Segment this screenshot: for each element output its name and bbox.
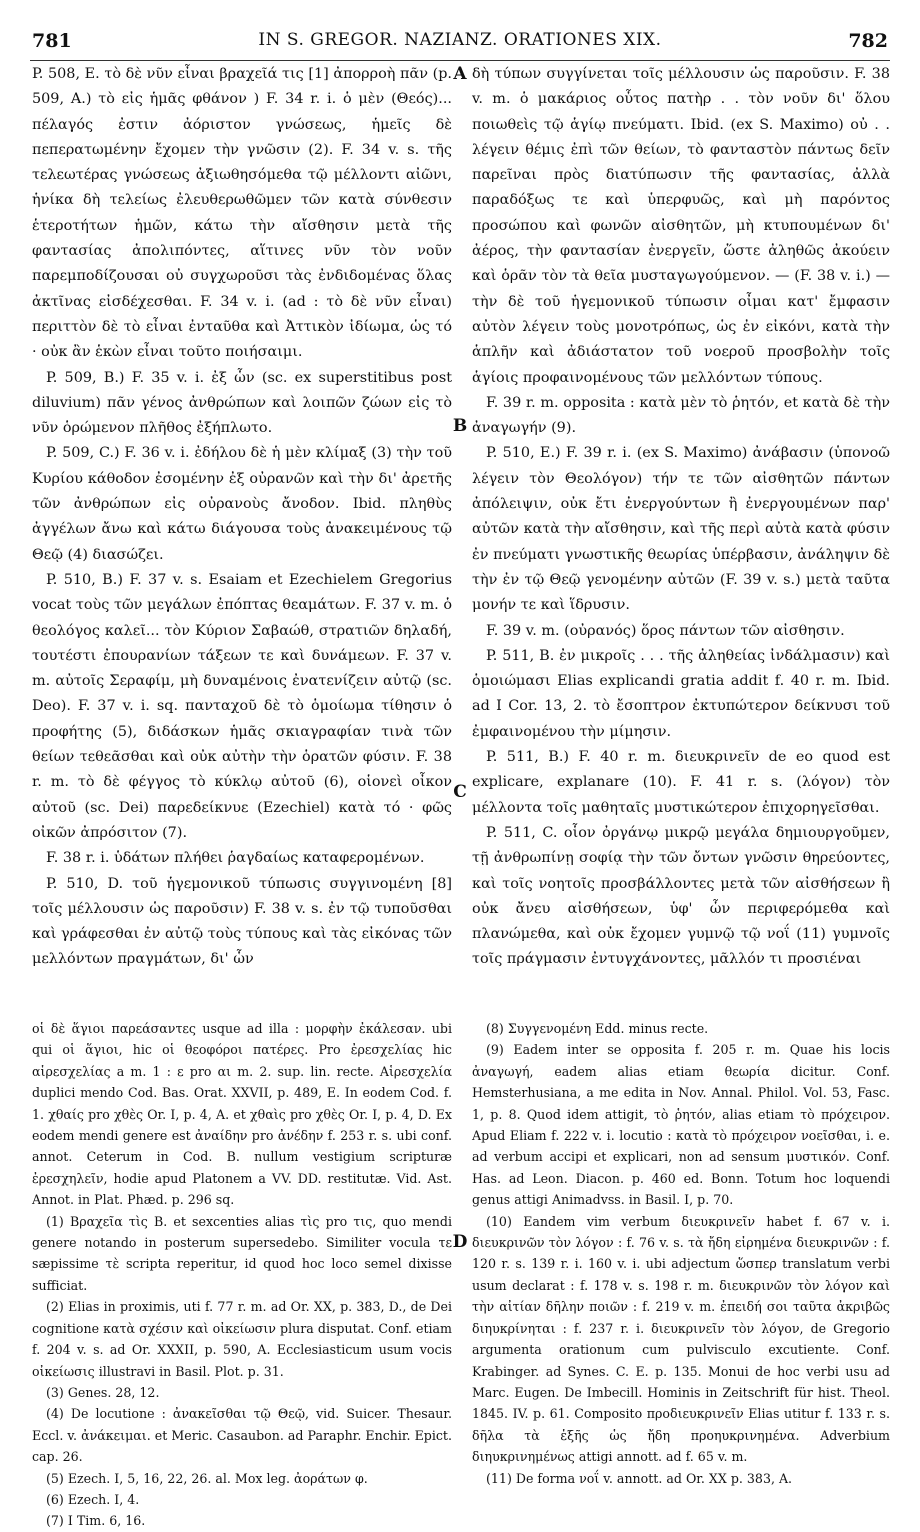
paragraph: P. 510, E.) F. 39 r. i. (ex S. Maximo) ἀνάβασιν (ὑπονοῶ λέγειν τὸν Θεολόγον) τήν τε τῶν αἰσθητῶν πάντων ἀπόλειψιν, οὐκ ἔτι ἐνεργούντων ἢ ἐνεργουμένων παρ' αὐτῶν κατὰ τὴν αἴσθησιν, καὶ τῆς περὶ αὐτὰ κατὰ φύσιν ἐν πνεύματι γνωστικῆς θεωρίας ὑπέρβασιν, ἀνάληψιν δὲ τὴν ἐν τῷ Θεῷ γενομένην αὐτῶν (F. 39 v. s.) μετὰ ταῦτα μονήν τε καὶ ἵδρυσιν. xyxy=(472,445,890,614)
footnote: (3) Genes. 28, 12. xyxy=(46,1384,160,1400)
footnote: (4) De locutione : ἀνακεῖσθαι τῷ Θεῷ, vid. Suicer. Thesaur. Eccl. v. ἀνάκειμαι. et Meric. Casaubon. ad Paraphr. Enchir. Epict. cap. 26. xyxy=(32,1406,452,1465)
margin-letter-d: D xyxy=(452,1232,468,1252)
paragraph: P. 509, B.) F. 35 v. i. ἐξ ὧν (sc. ex superstitibus post diluvium) πᾶν γένος ἀνθρώπων καὶ λοιπῶν ζώων εἰς τὸ νῦν ὁρώμενον πλῆθος ἐξήπλωτο. xyxy=(32,369,452,437)
main-text-right-column xyxy=(472,62,890,973)
paragraph: P. 508, E. τὸ δὲ νῦν εἶναι βραχεῖά τις [1] ἀπορροὴ πᾶν (p. 509, A.) τὸ εἰς ἡμᾶς φθάνον ) F. 34 r. i. ὁ μὲν (Θεός)... πέλαγός ἐστιν ἀόριστον γνώσεως, ἡμεῖς δὲ πεπερατωμένην ἔχομεν τὴν γνῶσιν (2). F. 34 v. s. τῆς τελεωτέρας γνώσεως ἀξιωθησόμεθα τῷ μέλλοντι αἰῶνι, ἡνίκα δὴ τελείως ἐλευθερωθῶμεν τῶν κατὰ σύνθεσιν ἑτεροτήτων ἡμῶν, κάτω τὴν αἴσθησιν μετὰ τῆς φαντασίας ἀπολιπόντες, αἵτινες νῦν τὸν νοῦν παρεμποδίζουσαι οὐ συγχωροῦσι τὰς ἐνδιδομένας ὅλας ἀκτῖνας εἰσδέχεσθαι. F. 34 v. i. (ad : τὸ δὲ νῦν εἶναι) περιττὸν δὲ τὸ εἶναι ἐνταῦθα καὶ Ἀττικὸν ἰδίωμα, ὡς τό · οὐκ ἂν ἑκὼν εἶναι τοῦτο ποιήσαιμι. xyxy=(32,66,452,361)
page-number-left: 781 xyxy=(32,30,72,52)
footnote: (1) Βραχεῖα τὶς B. et sexcenties alias τὶς pro τις, quo mendi genere notando in posterum supersedebo. Similiter vocula τε sæpissime τὲ scripta reperitur, id quod hoc loco semel dixisse sufficiat. xyxy=(32,1213,452,1293)
footnote: (6) Ezech. I, 4. xyxy=(46,1491,140,1507)
footnote: (2) Elias in proximis, uti f. 77 r. m. ad Or. XX, p. 383, D., de Dei cognitione κατὰ σχέσιν καὶ οἰκείωσιν plura disputat. Conf. etiam f. 204 v. s. ad Or. XXXII, p. 590, A. Ecclesiasticum usum vocis οἰκείωσις illustravi in Basil. Plot. p. 31. xyxy=(32,1299,452,1379)
margin-letter-b: B xyxy=(452,416,468,436)
paragraph: F. 39 r. m. opposita : κατὰ μὲν τὸ ῥητόν, et κατὰ δὲ τὴν ἀναγωγήν (9). xyxy=(472,394,890,437)
footnote: (11) De forma νοΐ v. annott. ad Or. XX p. 383, A. xyxy=(486,1470,793,1486)
running-header xyxy=(32,30,888,60)
margin-letter-c: C xyxy=(453,782,467,802)
paragraph: P. 509, C.) F. 36 v. i. ἐδήλου δὲ ἡ μὲν κλίμαξ (3) τὴν τοῦ Κυρίου κάθοδον ἐσομένην ἐξ οὐρανῶν καὶ τὴν δι' ἀρετῆς τῶν ἀνθρώπων εἰς οὐρανοὺς ἄνοδον. Ibid. πληθὺς ἀγγέλων ἄνω καὶ κάτω διάγουσα τοὺς ἀνακειμένους τῷ Θεῷ (4) διασώζει. xyxy=(32,445,452,563)
footnotes-left-column xyxy=(32,1018,452,1532)
paragraph: F. 38 r. i. ὑδάτων πλήθει ῥαγδαίως καταφερομένων. xyxy=(46,850,425,867)
paragraph: F. 39 v. m. (οὐρανός) ὅρος πάντων τῶν αἰσθησιν. xyxy=(486,622,845,639)
footnotes-right-column xyxy=(472,1018,890,1489)
running-title: IN S. GREGOR. NAZIANZ. ORATIONES XIX. xyxy=(258,30,662,50)
footnote: (5) Ezech. I, 5, 16, 22, 26. al. Mox leg. ἀοράτων φ. xyxy=(46,1470,368,1486)
footnote: (8) Συγγενομένη Edd. minus recte. xyxy=(486,1021,709,1036)
footnote: (9) Eadem inter se opposita f. 205 r. m. Quae his locis ἀναγωγή, eadem alias etiam θεωρία dicitur. Conf. Hemsterhusiana, a me edita in Nov. Annal. Philol. Vol. 53, Fasc. 1, p. 8. Quod idem attigit, τὸ ῥητόν, alias etiam τὸ πρόχειρον. Apud Eliam f. 222 v. i. locutio : κατὰ τὸ πρόχειρον νοεῖσθαι, i. e. ad verbum accipi et explicari, non ad sensum μυστικόν. Conf. Has. ad Leon. Diacon. p. 460 ed. Bonn. Totum hoc loquendi genus attigi Animadvss. in Basil. I, p. 70. xyxy=(472,1042,890,1208)
header-rule xyxy=(30,60,890,61)
paragraph: P. 511, B. ἐν μικροῖς . . . τῆς ἀληθείας ἰνδάλμασιν) καὶ ὁμοιώμασι Elias explicandi gratia addit f. 40 r. m. Ibid. ad I Cor. 13, 2. τὸ ἔσοπτρον ἐκτυπώτερον δείκνυσι τοῦ ἐμφαινομένου τὴν μίμησιν. xyxy=(472,647,890,740)
paragraph: P. 510, B.) F. 37 v. s. Esaiam et Ezechielem Gregorius vocat τοὺς τῶν μεγάλων ἐπόπτας θεαμάτων. F. 37 v. m. ὁ θεολόγος καλεῖ... τὸν Κύριον Σαβαώθ, στρατιῶν δηλαδή, τουτέστι ἐπουρανίων τάξεων τε καὶ δυνάμεων. F. 37 v. m. αὐτοῖς Σεραφίμ, μὴ δυναμένοις ἐνατενίζειν αὐτῷ (sc. Deo). F. 37 v. i. sq. πανταχοῦ δὲ τὸ ὁμοίωμα τίθησιν ὁ προφήτης (5), διδάσκων ἡμᾶς σκιαγραφίαν τινὰ τῶν θείων τεθεᾶσθαι καὶ οὐκ αὐτὴν τὴν ὁρατῶν φύσιν. F. 38 r. m. τὸ δὲ φέγγος τὸ κύκλῳ αὐτοῦ (6), οἱονεὶ οἶκον αὐτοῦ (sc. Dei) παρεδείκνυε (Ezechiel) κατὰ τό · φῶς οἰκῶν ἀπρόσιτον (7). xyxy=(32,571,452,841)
paragraph: δὴ τύπων συγγίνεται τοῖς μέλλουσιν ὡς παροῦσιν. F. 38 v. m. ὁ μακάριος οὗτος πατὴρ . . τὸν νοῦν δι' ὅλου ποιωθεὶς τῷ ἁγίῳ πνεύματι. Ibid. (ex S. Maximo) οὐ . . λέγειν θέμις ἐπὶ τῶν θείων, τὸ φανταστὸν πάντως δεῖν παρεῖναι πρὸς διατύπωσιν τῆς φαντασίας, ἀλλὰ παραδόξως τε καὶ ὑπερφυῶς, καὶ μὴ παρόντος προσώπου καὶ φωνῶν αἰσθητῶν, μὴ κτυπουμένων δι' ἀέρος, τὴν φαντασίαν ἐνεργεῖν, ὥστε ἀληθῶς ἀκούειν καὶ ὁρᾶν τὸν τὰ θεῖα μυσταγωγούμενον. — (F. 38 v. i.) — τὴν δὲ τοῦ ἡγεμονικοῦ τύπωσιν οἶμαι κατ' ἔμφασιν αὐτὸν λέγειν τοὺς μονοτρόπως, ὡς ἐν εἰκόνι, κατὰ τὴν ἁπλῆν καὶ ἀδιάστατον τοῦ νοεροῦ προσβολὴν τοῖς ἁγίοις προφαινομένους τῶν μελλόντων τύπους. xyxy=(472,66,890,386)
paragraph: P. 510, D. τοῦ ἡγεμονικοῦ τύπωσις συγγινομένη [8] τοῖς μέλλουσιν ὡς παροῦσιν) F. 38 v. s. ἐν τῷ τυποῦσθαι καὶ γράφεσθαι ἐν αὐτῷ τοὺς τύπους καὶ τὰς εἰκόνας τῶν μελλόντων πραγμάτων, δι' ὧν xyxy=(32,875,452,968)
page-number-right: 782 xyxy=(848,30,888,52)
paragraph: P. 511, C. οἷον ὀργάνῳ μικρῷ μεγάλα δημιουργοῦμεν, τῇ ἀνθρωπίνῃ σοφίᾳ τὴν τῶν ὄντων γνῶσιν θηρεύοντες, καὶ τοῖς νοητοῖς προσβάλλοντες μετὰ τῶν αἰσθήσεων ἢ οὐκ ἄνευ αἰσθήσεων, ὑφ' ὧν περιφερόμεθα καὶ πλανώμεθα, καὶ οὐκ ἔχομεν γυμνῷ τῷ νοΐ (11) γυμνοῖς τοῖς πράγμασιν ἐντυγχάνοντες, μᾶλλόν τι προσιέναι xyxy=(472,824,890,968)
paragraph: P. 511, B.) F. 40 r. m. διευκρινεῖν de eo quod est explicare, explanare (10). F. 41 r. s. (λόγον) τὸν μέλλοντα τοῖς μαθηταῖς μυστικώτερον ἐπιχορηγεῖσθαι. xyxy=(472,749,890,816)
margin-letter-a: A xyxy=(453,64,467,84)
main-text-left-column xyxy=(32,62,452,973)
footnote: (10) Eandem vim verbum διευκρινεῖν habet f. 67 v. i. διευκρινῶν τὸν λόγον : f. 76 v. s. τὰ ἤδη εἰρημένα διευκρινῶν : f. 120 r. s. 139 r. i. 160 v. i. ubi adjectum ὥσπερ translatum verbi usum declarat : f. 178 v. s. 198 r. m. διευκρινῶν τὸν λόγον καὶ τὴν αἰτίαν δῆλην ποιῶν : f. 219 v. m. ἐπειδή σοι ταῦτα ἀκριβῶς διηυκρίνηται : f. 237 r. i. διευκρινεῖν τὸν λόγον, de Gregorio argumenta orationum cum pulvisculo excutiente. Conf. Krabinger. ad Synes. C. E. p. 135. Monui de hoc verbi usu ad Marc. Eugen. De Imbecill. Hominis in Zeitschrift für hist. Theol. 1845. IV. p. 61. Composito προδιευκρινεῖν Elias utitur f. 133 r. s. δῆλα τὰ ἑξῆς ὡς ἤδη προηυκρινημένα. Adverbium διηυκρινημένως attigi annott. ad f. 65 v. m. xyxy=(472,1213,890,1465)
footnote: οἱ δὲ ἅγιοι παρεάσαντες usque ad illa : μορφὴν ἐκάλεσαν. ubi qui οἱ ἅγιοι, hic οἱ θεοφόροι πατέρες. Pro ἐρεσχελίας hic αἱρεσχελίας a m. 1 : ε pro αι m. 2. sup. lin. recte. Αἱρεσχελία duplici mendo Cod. Bas. Orat. XXVII, p. 489, E. In eodem Cod. f. 1. χθαίς pro χθὲς Or. I, p. 4, A. et χθαὶς pro χθὲς Or. I, p. 4, D. Ex eodem mendi genere est ἀναίδην pro ἀνέδην f. 253 r. s. ubi conf. annot. Ceterum in Cod. B. nullum vestigium scripturæ ἐρεσχηλεῖν, hodie apud Platonem a VV. DD. restitutæ. Vid. Ast. Annot. in Plat. Phæd. p. 296 sq. xyxy=(32,1021,452,1208)
footnote: (7) I Tim. 6, 16. xyxy=(46,1513,146,1529)
